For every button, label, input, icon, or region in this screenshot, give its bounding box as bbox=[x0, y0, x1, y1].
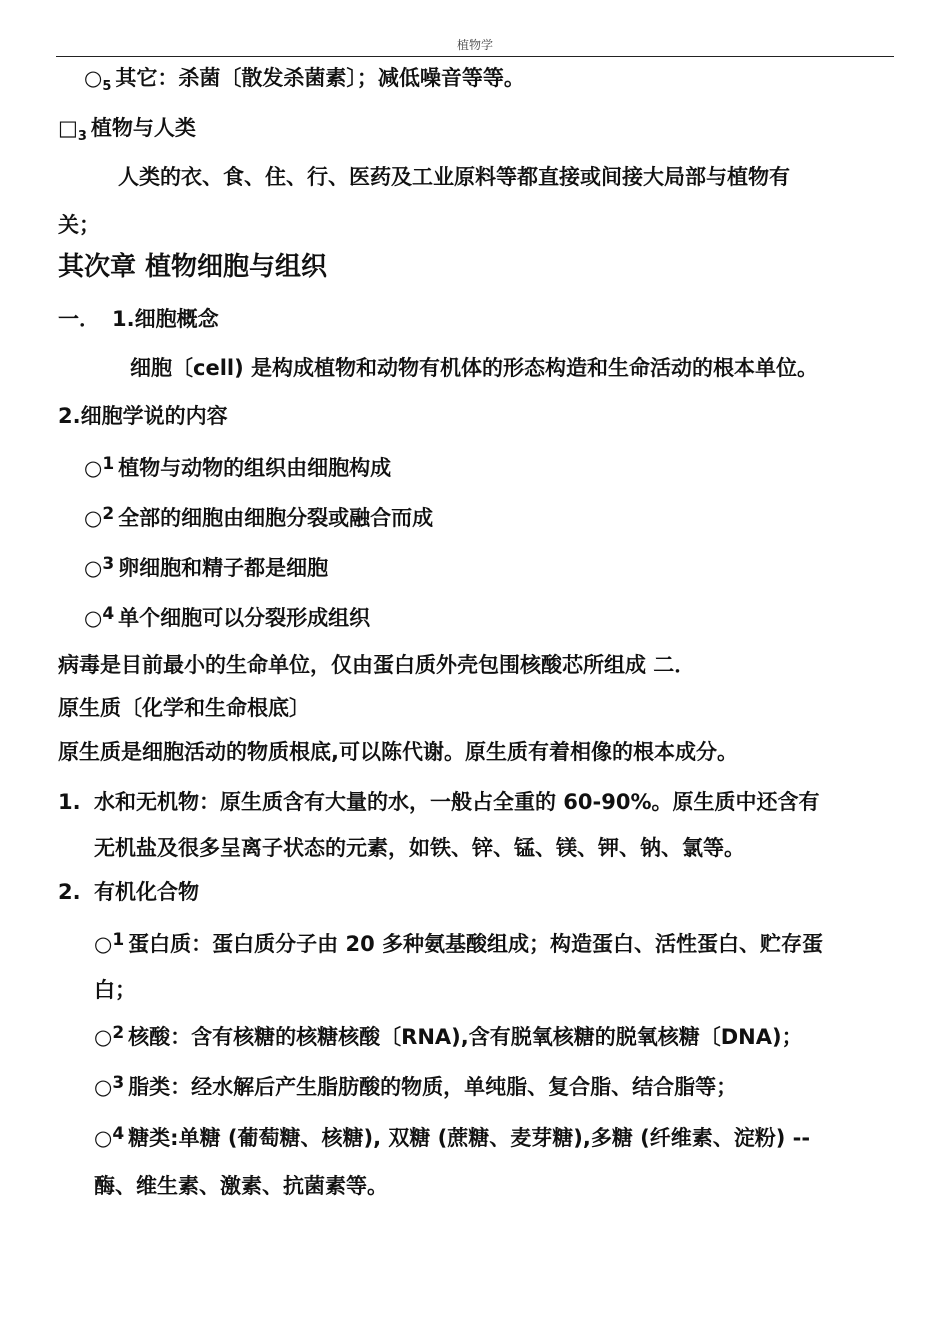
circle-marker: ○ bbox=[94, 1025, 113, 1049]
list-item-sugars bbox=[94, 1124, 810, 1154]
marker-number: 2 bbox=[112, 1023, 125, 1043]
item-text: 有机化合物 bbox=[94, 880, 199, 904]
paragraph-line: 关； bbox=[58, 213, 100, 237]
item-text: 其它：杀菌〔散发杀菌素〕；减低噪音等等。 bbox=[115, 66, 525, 90]
section-marker: 一． bbox=[58, 307, 100, 331]
marker-number: 3 bbox=[102, 554, 115, 574]
marker-number: 3 bbox=[77, 129, 87, 144]
square-marker: □ bbox=[58, 116, 78, 140]
circle-marker: ○ bbox=[94, 1126, 113, 1150]
page-header: 植物学 bbox=[56, 36, 894, 57]
item-other-functions bbox=[84, 64, 525, 96]
list-item bbox=[84, 554, 328, 584]
circle-marker: ○ bbox=[94, 932, 113, 956]
numbered-item-continuation: 无机盐及很多呈离子状态的元素，如铁、锌、锰、镁、钾、钠、氯等。 bbox=[94, 836, 745, 860]
numbered-item-organic bbox=[58, 878, 199, 906]
list-item-protein bbox=[94, 930, 823, 960]
marker-number: 4 bbox=[112, 1124, 125, 1144]
circle-marker: ○ bbox=[84, 606, 103, 630]
section-plants-and-humans bbox=[58, 114, 196, 146]
item-text: 蛋白质：蛋白质分子由 20 多种氨基酸组成；构造蛋白、活性蛋白、贮存蛋 bbox=[128, 932, 824, 956]
virus-note: 病毒是目前最小的生命单位，仅由蛋白质外壳包围核酸芯所组成 二． bbox=[58, 653, 696, 677]
marker-number: 1 bbox=[112, 930, 125, 950]
numbered-item-water bbox=[58, 788, 820, 816]
item-text: 植物与动物的组织由细胞构成 bbox=[118, 456, 392, 480]
list-item bbox=[84, 504, 433, 534]
subsection-title: 1.细胞概念 bbox=[112, 307, 219, 331]
item-text: 核酸：含有核糖的核糖核酸〔RNA),含有脱氧核糖的脱氧核糖〔DNA)； bbox=[128, 1025, 803, 1049]
item-number: 1. bbox=[58, 790, 81, 814]
cell-definition: 细胞〔cell) 是构成植物和动物有机体的形态构造和生命活动的根本单位。 bbox=[130, 356, 818, 380]
list-item-continuation: 酶、维生素、激素、抗菌素等。 bbox=[94, 1174, 388, 1198]
list-item bbox=[84, 454, 391, 484]
item-number: 2. bbox=[58, 880, 81, 904]
item-text: 卵细胞和精子都是细胞 bbox=[118, 556, 329, 580]
protoplasm-definition: 原生质是细胞活动的物质根底,可以陈代谢。原生质有着相像的根本成分。 bbox=[58, 740, 738, 764]
circle-marker: ○ bbox=[94, 1075, 113, 1099]
protoplasm-title: 原生质〔化学和生命根底〕 bbox=[58, 696, 310, 720]
item-text: 全部的细胞由细胞分裂或融合而成 bbox=[118, 506, 434, 530]
item-text: 水和无机物：原生质含有大量的水，一般占全重的 60-90%。原生质中还含有 bbox=[94, 790, 820, 814]
list-item bbox=[84, 604, 370, 634]
chapter-title: 其次章 植物细胞与组织 bbox=[58, 252, 328, 282]
item-text: 糖类:单糖 (葡萄糖、核糖), 双糖 (蔗糖、麦芽糖),多糖 (纤维素、淀粉) -- bbox=[128, 1126, 811, 1150]
section-text: 植物与人类 bbox=[90, 116, 196, 140]
marker-number: 2 bbox=[102, 504, 115, 524]
subsection-cell-theory: 2.细胞学说的内容 bbox=[58, 404, 228, 428]
paragraph-line: 人类的衣、食、住、行、医药及工业原料等都直接或间接大局部与植物有 bbox=[118, 165, 790, 189]
circle-marker: ○ bbox=[84, 556, 103, 580]
circle-marker: ○ bbox=[84, 456, 103, 480]
list-item-lipids bbox=[94, 1073, 737, 1103]
list-item-continuation: 白； bbox=[94, 978, 136, 1002]
marker-number: 3 bbox=[112, 1073, 125, 1093]
marker-number: 4 bbox=[102, 604, 115, 624]
circle-marker: ○ bbox=[84, 506, 103, 530]
subsection-cell-concept bbox=[58, 305, 219, 333]
marker-number: 1 bbox=[102, 454, 115, 474]
marker-number: 5 bbox=[102, 79, 112, 94]
item-text: 脂类：经水解后产生脂肪酸的物质，单纯脂、复合脂、结合脂等； bbox=[128, 1075, 738, 1099]
list-item-nucleic-acid bbox=[94, 1023, 803, 1053]
item-text: 单个细胞可以分裂形成组织 bbox=[118, 606, 371, 630]
circle-marker: ○ bbox=[84, 66, 103, 90]
